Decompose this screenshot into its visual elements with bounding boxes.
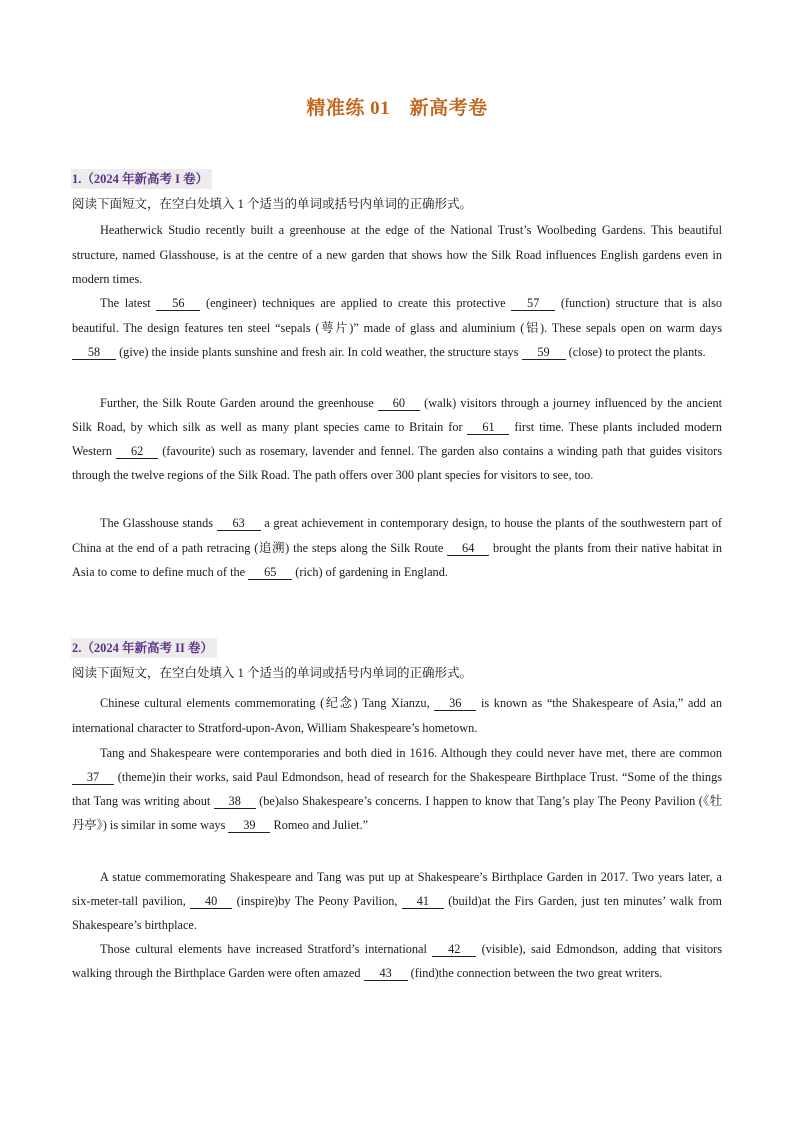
blank-39[interactable]: 39 — [228, 819, 270, 833]
section-2-instruction: 阅读下面短文，在空白处填入 1 个适当的单词或括号内单词的正确形式。 — [72, 666, 473, 680]
blank-36[interactable]: 36 — [434, 697, 476, 711]
blank-37[interactable]: 37 — [72, 771, 114, 785]
blank-42[interactable]: 42 — [432, 943, 476, 957]
blank-43[interactable]: 43 — [364, 967, 408, 981]
blank-65[interactable]: 65 — [248, 566, 292, 580]
section-1-paragraph-3: Further, the Silk Route Garden around the greenhouse 60 (walk) visitors through a journey influenced by the ancient Silk Road, by which silk as well as many plant species came to Britain for 61 first time. These plants included modern Western 62 (favourite) such as rosemary, lavender and fennel. The garden also contains a winding path that guides visitors through the twelve regions of the Silk Road. The path offers over 300 plant species for visitors to see, too. — [72, 396, 723, 482]
blank-62[interactable]: 62 — [116, 445, 158, 459]
section-1-paragraph-1: Heatherwick Studio recently built a greenhouse at the edge of the National Trust’s Woolbeding Gardens. This beautiful structure, named Glasshouse, is at the centre of a new garden that shows how the Silk Road influences English gardens even in modern times. — [72, 223, 722, 286]
section-2-paragraph-2: Tang and Shakespeare were contemporaries and both died in 1616. Although they could never have met, there are common 37 (theme)in their works, said Paul Edmondson, head of research for the Shakespeare Birthplace Trust. “Some of the things that Tang was writing about 38 (be)also Shakespeare’s concerns. I happen to know that Tang’s play The Peony Pavilion (《牡丹亭》) is similar in some ways 39 Romeo and Juliet.” — [72, 746, 722, 832]
section-2-paragraph-1: Chinese cultural elements commemorating (纪念) Tang Xianzu, 36 is known as “the Shakespeare of Asia,” add an international character to Stratford-upon-Avon, William Shakespeare’s hometown. — [72, 696, 722, 735]
section-1-paragraph-4: The Glasshouse stands 63 a great achievement in contemporary design, to house the plants of the southwestern part of China at the end of a path retracing (追溯) the steps along the Silk Route 64 brought the plants from their native habitat in Asia to come to define much of the 65 (rich) of gardening in England. — [72, 516, 722, 579]
blank-56[interactable]: 56 — [156, 297, 200, 311]
blank-41[interactable]: 41 — [402, 895, 444, 909]
section-2-paragraph-4: Those cultural elements have increased Stratford’s international 42 (visible), said Edmondson, adding that visitors walking through the Birthplace Garden were often amazed 43 (find)the connection between the two great writers. — [72, 942, 722, 980]
blank-58[interactable]: 58 — [72, 346, 116, 360]
section-1-instruction: 阅读下面短文，在空白处填入 1 个适当的单词或括号内单词的正确形式。 — [72, 197, 473, 211]
blank-63[interactable]: 63 — [217, 517, 261, 531]
blank-57[interactable]: 57 — [511, 297, 555, 311]
page-title: 精准练 01 新高考卷 — [306, 98, 488, 119]
blank-64[interactable]: 64 — [447, 542, 489, 556]
blank-59[interactable]: 59 — [522, 346, 566, 360]
blank-60[interactable]: 60 — [378, 397, 420, 411]
blank-40[interactable]: 40 — [190, 895, 232, 909]
section-1-heading: 1.（2024 年新高考 I 卷） — [71, 169, 212, 189]
blank-38[interactable]: 38 — [214, 795, 256, 809]
section-2-paragraph-3: A statue commemorating Shakespeare and Tang was put up at Shakespeare’s Birthplace Garden in 2017. Two years later, a six-meter-tall pavilion, 40 (inspire)by The Peony Pavilion, 41 (build)at the Firs Garden, just ten minutes’ walk from Shakespeare’s birthplace. — [72, 870, 722, 932]
section-1-paragraph-2: The latest 56 (engineer) techniques are applied to create this protective 57 (function) structure that is also beautiful. The design features ten steel “sepals (萼片)” made of glass and aluminium (铝). These sepals open on warm days 58 (give) the inside plants sunshine and fresh air. In cold weather, the structure stays 59 (close) to protect the plants. — [72, 296, 723, 359]
blank-61[interactable]: 61 — [467, 421, 509, 435]
section-2-heading: 2.（2024 年新高考 II 卷） — [71, 638, 217, 658]
